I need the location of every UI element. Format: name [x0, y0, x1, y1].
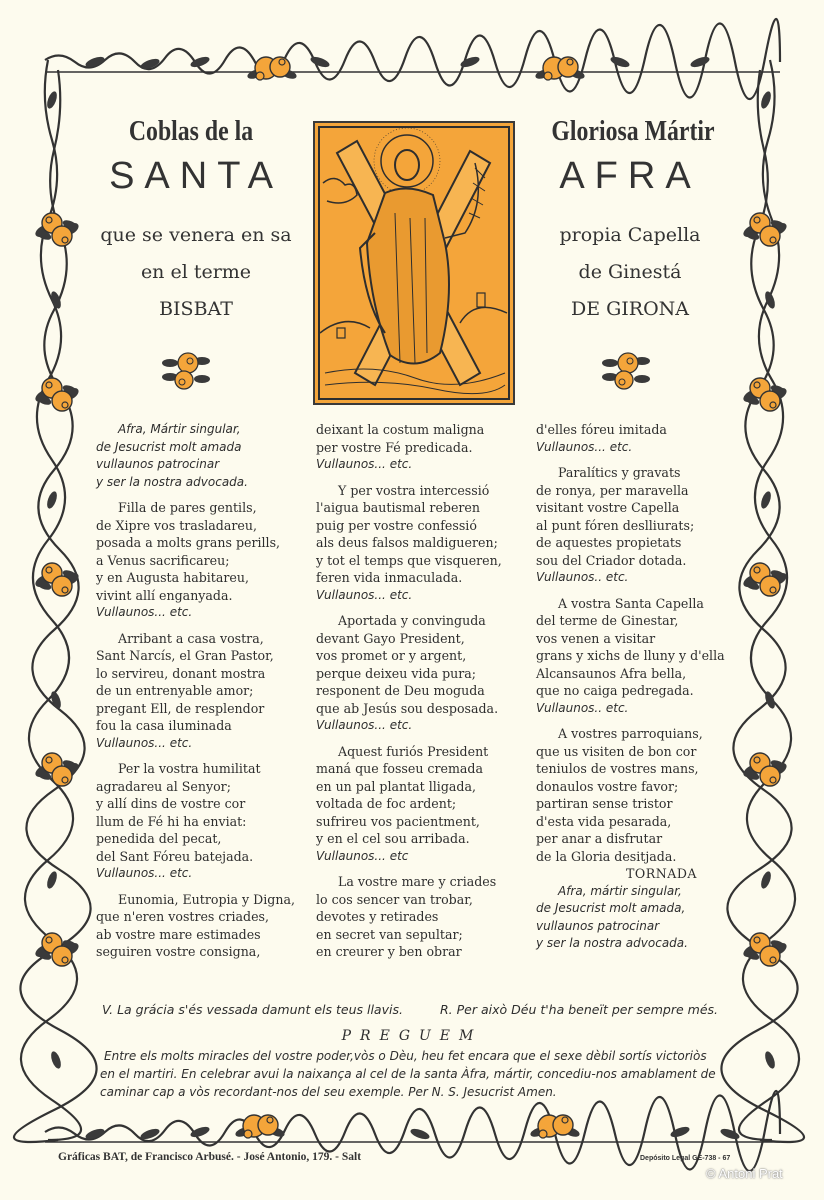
verse-line: visitant vostre Capella: [536, 500, 680, 515]
title-afra: AFRA: [559, 155, 701, 197]
verse-line: Vullaunos... etc.: [316, 587, 413, 602]
verse-line: Eunomia, Eutropia y Digna,: [118, 891, 295, 907]
verse-line: de Jesucrist molt amada: [96, 439, 242, 454]
stanza-gap: [316, 735, 502, 743]
prayer-line: Entre els molts miracles del vostre poder,vòs o Dèu, heu fet encara que el sexe dèbil sortís victoriòs: [104, 1049, 707, 1063]
verse-line: Vullaunos.. etc.: [536, 700, 629, 715]
verse-line: lo cos sencer van trobar,: [316, 891, 473, 907]
versicle: V. La grácia s'és vessada damunt els teus llavis.: [102, 1002, 403, 1017]
verse-line: que no caiga pedregada.: [536, 683, 694, 698]
verse-line: Aquest furiós President: [338, 743, 489, 759]
verse-line: penedida del pecat,: [96, 831, 222, 846]
title-right-line1: Gloriosa Mártir: [551, 115, 715, 147]
verse-line: sufrireu vos pacientment,: [316, 813, 480, 829]
verse-line: de ronya, per maravella: [536, 482, 689, 498]
verse-line: al punt fóren deslliurats;: [536, 517, 695, 533]
verse-line: deixant la costum maligna: [316, 422, 485, 437]
verse-line: lo servireu, donant mostra: [96, 665, 266, 681]
subtitle-right-line4: de Ginestá: [578, 261, 682, 283]
verse-line: pregant Ell, de resplendor: [96, 700, 265, 716]
verse-line: als deus falsos maldigueren;: [316, 535, 498, 550]
verse-line: l'aigua bautismal reberen: [316, 500, 480, 515]
stanza-gap: [536, 587, 725, 595]
verse-line: posada a molts grans perills,: [96, 535, 281, 550]
verse-line: Aportada y convinguda: [338, 613, 486, 628]
verse-line: Per la vostra humilitat: [118, 761, 261, 776]
verse-line: Paralítics y gravats: [558, 465, 681, 480]
verse-line: fou la casa iluminada: [96, 718, 232, 733]
verse-line: agradareu al Senyor;: [96, 778, 231, 794]
verse-line: en un pal plantat lligada,: [316, 778, 476, 794]
verse-line: voltada de foc ardent;: [316, 796, 457, 811]
prayer-line: en el martiri. En celebrar avui la naixança al cel de la santa Àfra, mártir, concediu-nos amablament de: [100, 1067, 716, 1081]
verse-line: en secret van sepultar;: [316, 926, 463, 942]
verse-column-3: [536, 421, 725, 953]
title-santa: SANTA: [109, 155, 283, 197]
stanza-gap: [536, 717, 725, 725]
verse-line: ab vostre mare estimades: [96, 926, 261, 942]
verse-line: Vullaunos... etc.: [316, 718, 413, 732]
stanza-gap: [316, 604, 502, 612]
verse-line: vos venen a visitar: [536, 630, 656, 646]
verse-line: y tot el temps que visqueren,: [316, 552, 502, 568]
stanza-gap: [96, 491, 295, 499]
verse-line: que n'eren vostres criades,: [96, 909, 269, 924]
verse-line: vos promet or y argent,: [316, 648, 467, 663]
verse-line: Afra, Mártir singular,: [118, 422, 241, 436]
verse-line: a Venus sacrificareu;: [96, 552, 230, 568]
prayer-line: caminar cap a vòs recordant-nos del seu exemple. Per N. S. Jesucrist Amen.: [100, 1085, 557, 1099]
verse-line: y en el cel sou arribada.: [316, 831, 470, 846]
stanza-gap: [316, 474, 502, 482]
verse-line: Alcansaunos Afra bella,: [536, 665, 687, 681]
verse-line: partiran sense tristor: [536, 796, 673, 811]
saint-afra-woodcut: [313, 121, 515, 405]
verse-line: La vostre mare y criades: [338, 874, 497, 889]
verse-line: de Jesucrist molt amada,: [536, 901, 686, 915]
verse-line: de aquestes propietats: [536, 535, 682, 550]
verse-line: de la Gloria desitjada.: [536, 848, 677, 864]
verse-line: Vullaunos... etc.: [96, 866, 193, 880]
verse-line: donaulos vostre favor;: [536, 778, 679, 794]
stanza-gap: [96, 622, 295, 630]
verse-line: llum de Fé hi ha enviat:: [96, 813, 247, 829]
stanza-gap: [96, 883, 295, 891]
verse-line: teniulos de vostres mans,: [536, 761, 699, 776]
verse-line: Vullaunos... etc.: [316, 457, 413, 471]
verse-line: vullaunos patrocinar: [536, 918, 660, 933]
verse-line: d'esta vida pesarada,: [536, 813, 672, 829]
verse-line: feren vida inmaculada.: [316, 570, 463, 585]
stanza-gap: [536, 456, 725, 464]
subtitle-right-line3: propia Capella: [559, 224, 701, 246]
verse-line: Sant Narcís, el Gran Pastor,: [96, 648, 274, 663]
verse-line: d'elles fóreu imitada: [536, 422, 667, 437]
verse-line: vivint allí enganyada.: [96, 587, 233, 603]
subtitle-left-line5: BISBAT: [159, 298, 233, 320]
verse-line: Vullaunos... etc.: [96, 735, 193, 750]
copyright-watermark: © Antoni Prat: [706, 1166, 783, 1181]
tornada-heading: TORNADA: [626, 866, 698, 881]
verse-line: y ser la nostra advocada.: [96, 474, 248, 489]
verse-line: Y per vostra intercessió: [338, 482, 490, 498]
verse-line: sou del Criador dotada.: [536, 552, 687, 568]
response: R. Per això Déu t'ha beneït per sempre més.: [440, 1002, 719, 1017]
printer-credit: Gráficas BAT, de Francisco Arbusé. - José Antonio, 179. - Salt: [58, 1151, 362, 1163]
verse-line: seguiren vostre consigna,: [96, 944, 261, 959]
verse-line: maná que fosseu cremada: [316, 761, 483, 776]
rose-ornament-left: [160, 350, 212, 392]
stanza-gap: [96, 752, 295, 760]
verse-column-2: [316, 421, 502, 961]
verse-line: A vostra Santa Capella: [558, 595, 704, 611]
verse-line: devant Gayo President,: [316, 630, 465, 646]
verse-line: de Xipre vos trasladareu,: [96, 517, 257, 533]
verse-line: perque deixeu vida pura;: [316, 665, 477, 681]
verse-line: de un entrenyable amor;: [96, 683, 254, 698]
verse-line: per vostre Fé predicada.: [316, 439, 473, 455]
verse-line: per anar a disfrutar: [536, 831, 663, 846]
verse-line: Filla de pares gentils,: [118, 500, 257, 515]
subtitle-left-line4: en el terme: [140, 261, 252, 283]
verse-line: en creurer y ben obrar: [316, 944, 462, 959]
verse-column-1: [96, 421, 295, 961]
verse-line: del terme de Ginestar,: [536, 613, 679, 628]
verse-line: Vullaunos... etc.: [96, 605, 193, 619]
verse-line: devotes y retirades: [316, 909, 439, 924]
prayer-title: PREGUEM: [341, 1028, 483, 1044]
verse-line: Afra, mártir singular,: [558, 883, 682, 898]
versicle-response: [102, 1002, 732, 1017]
verse-line: puig per vostre confessió: [316, 517, 477, 533]
verse-line: que ab Jesús sou desposada.: [316, 700, 499, 716]
verse-line: Vullaunos... etc.: [536, 439, 633, 454]
subtitle-right-line5: DE GIRONA: [570, 298, 690, 320]
verse-line: grans y xichs de lluny y d'ella: [536, 648, 725, 663]
verse-line: y allí dins de vostre cor: [96, 796, 246, 811]
verse-line: Vullaunos... etc: [316, 848, 409, 863]
verse-line: y ser la nostra advocada.: [536, 936, 688, 950]
stanza-gap: [316, 865, 502, 873]
verse-line: responent de Deu moguda: [316, 683, 485, 698]
legal-deposit: Depósito Legal GE-738 - 67: [640, 1155, 731, 1162]
prayer-text: [100, 1047, 736, 1101]
rose-ornament-right: [600, 350, 652, 392]
title-left-line1: Coblas de la: [128, 115, 254, 147]
verse-line: que us visiten de bon cor: [536, 743, 697, 759]
verse-line: y en Augusta habitareu,: [96, 570, 249, 585]
verse-line: Arribant a casa vostra,: [118, 630, 264, 646]
verse-line: del Sant Fóreu batejada.: [96, 848, 254, 864]
verse-line: Vullaunos.. etc.: [536, 570, 629, 584]
subtitle-left-line3: que se venera en sa: [100, 224, 292, 246]
verse-line: A vostres parroquians,: [558, 726, 703, 741]
verse-line: vullaunos patrocinar: [96, 457, 220, 471]
